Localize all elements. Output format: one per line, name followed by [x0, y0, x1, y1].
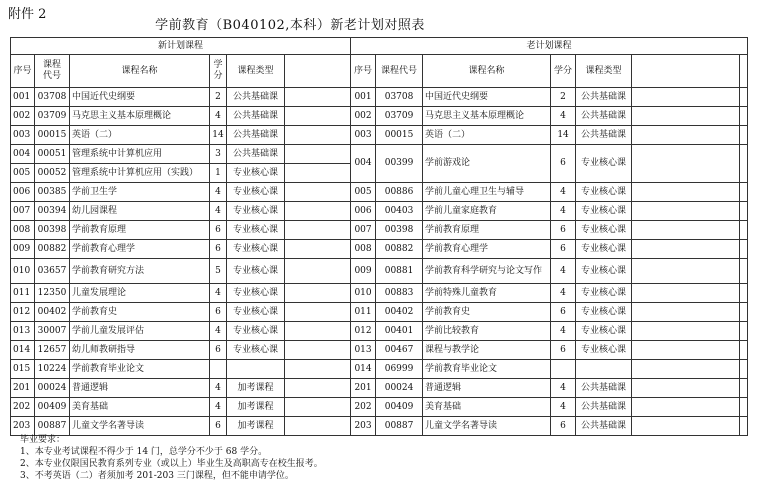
- old-credit-cell: 6: [551, 221, 576, 240]
- new-credit-cell: 6: [210, 341, 227, 360]
- new-seq-cell: 010: [11, 259, 35, 284]
- table-row: [11, 398, 748, 417]
- new-type-cell: 专业核心课: [227, 183, 285, 202]
- blank-cell: [740, 360, 748, 379]
- new-type-cell: 公共基础课: [227, 126, 285, 145]
- old-type-cell: 专业核心课: [576, 183, 632, 202]
- blank-cell: [285, 183, 351, 202]
- old-type-cell: 专业核心课: [576, 202, 632, 221]
- blank-cell: [285, 202, 351, 221]
- old-type-cell: 公共基础课: [576, 379, 632, 398]
- new-seq-cell: 009: [11, 240, 35, 259]
- table-row: [11, 303, 748, 322]
- blank-cell: [632, 303, 740, 322]
- new-credit-cell: 4: [210, 183, 227, 202]
- old-plan-header: 老计划课程: [351, 38, 748, 55]
- new-name-cell: 学前教育研究方法: [70, 259, 210, 284]
- new-type-cell: 专业核心课: [227, 240, 285, 259]
- old-seq-cell: 002: [351, 107, 376, 126]
- new-name-cell: 学前教育史: [70, 303, 210, 322]
- new-credit-cell: 1: [210, 164, 227, 183]
- new-seq-cell: 202: [11, 398, 35, 417]
- new-type-cell: 专业核心课: [227, 259, 285, 284]
- old-credit-cell: 2: [551, 88, 576, 107]
- blank-cell: [740, 221, 748, 240]
- new-seq-cell: 004: [11, 145, 35, 164]
- old-credit-cell: 4: [551, 259, 576, 284]
- old-type-cell: 专业核心课: [576, 303, 632, 322]
- blank-cell: [632, 417, 740, 436]
- blank-cell: [632, 107, 740, 126]
- old-name-cell: 学前教育原理: [423, 221, 551, 240]
- old-name-cell: 美育基础: [423, 398, 551, 417]
- table-row: [11, 202, 748, 221]
- old-code-cell: 00401: [376, 322, 423, 341]
- column-header-row: [11, 55, 748, 88]
- old-seq-cell: 203: [351, 417, 376, 436]
- new-type-cell: 加考课程: [227, 398, 285, 417]
- blank-cell: [285, 107, 351, 126]
- old-code-cell: 00024: [376, 379, 423, 398]
- new-code-cell: 00394: [35, 202, 70, 221]
- document-title: 学前教育（B040102,本科）新老计划对照表: [155, 18, 425, 33]
- blank-cell: [632, 379, 740, 398]
- blank-cell: [632, 145, 740, 183]
- table-row: [11, 126, 748, 145]
- table-row: [11, 360, 748, 379]
- new-type-cell: 专业核心课: [227, 221, 285, 240]
- old-code-cell: 00409: [376, 398, 423, 417]
- note-item: 2、本专业仅限国民教育系列专业（或以上）毕业生及高职高专在校生报考。: [20, 459, 323, 469]
- old-type-cell: 公共基础课: [576, 88, 632, 107]
- blank-cell: [632, 202, 740, 221]
- new-type-cell: [227, 360, 285, 379]
- blank-cell: [740, 145, 748, 183]
- new-type-cell: 加考课程: [227, 417, 285, 436]
- new-credit-cell: [210, 360, 227, 379]
- new-code-cell: 03657: [35, 259, 70, 284]
- new-code-cell: 30007: [35, 322, 70, 341]
- attachment-label: 附件 2: [8, 7, 47, 22]
- new-name-cell: 美育基础: [70, 398, 210, 417]
- old-code-cell: 00887: [376, 417, 423, 436]
- table-row: [11, 341, 748, 360]
- blank-cell: [285, 398, 351, 417]
- new-code-cell: 12350: [35, 284, 70, 303]
- old-seq-cell: 001: [351, 88, 376, 107]
- old-col-seq: 序号: [351, 55, 376, 88]
- new-name-cell: 管理系统中计算机应用（实践）: [70, 164, 210, 183]
- new-name-cell: 幼儿师教研指导: [70, 341, 210, 360]
- new-name-cell: 英语（二）: [70, 126, 210, 145]
- new-name-cell: 儿童发展理论: [70, 284, 210, 303]
- new-credit-cell: 2: [210, 88, 227, 107]
- old-type-cell: 公共基础课: [576, 126, 632, 145]
- new-seq-cell: 012: [11, 303, 35, 322]
- new-type-cell: 专业核心课: [227, 284, 285, 303]
- new-seq-cell: 002: [11, 107, 35, 126]
- table-row: [11, 284, 748, 303]
- old-credit-cell: 6: [551, 145, 576, 183]
- new-plan-header: 新计划课程: [11, 38, 351, 55]
- new-seq-cell: 008: [11, 221, 35, 240]
- new-col-type: 课程类型: [227, 55, 285, 88]
- old-seq-cell: 202: [351, 398, 376, 417]
- blank-cell: [632, 88, 740, 107]
- new-seq-cell: 007: [11, 202, 35, 221]
- new-seq-cell: 015: [11, 360, 35, 379]
- blank-cell: [285, 284, 351, 303]
- old-name-cell: 学前儿童心理卫生与辅导: [423, 183, 551, 202]
- new-credit-cell: 4: [210, 398, 227, 417]
- new-col-name: 课程名称: [70, 55, 210, 88]
- old-code-cell: 00883: [376, 284, 423, 303]
- old-type-cell: 专业核心课: [576, 322, 632, 341]
- new-type-cell: 专业核心课: [227, 164, 285, 183]
- blank-cell: [285, 417, 351, 436]
- new-credit-cell: 4: [210, 322, 227, 341]
- new-code-cell: 00051: [35, 145, 70, 164]
- blank-cell: [632, 322, 740, 341]
- old-name-cell: 英语（二）: [423, 126, 551, 145]
- table-row: [11, 322, 748, 341]
- table-row: [11, 145, 748, 164]
- blank-cell: [740, 240, 748, 259]
- new-seq-cell: 003: [11, 126, 35, 145]
- old-seq-cell: 008: [351, 240, 376, 259]
- old-code-cell: 00402: [376, 303, 423, 322]
- new-name-cell: 幼儿园课程: [70, 202, 210, 221]
- new-code-cell: 00024: [35, 379, 70, 398]
- old-type-cell: 公共基础课: [576, 398, 632, 417]
- new-type-cell: 公共基础课: [227, 145, 285, 164]
- new-code-cell: 00015: [35, 126, 70, 145]
- old-code-cell: 00015: [376, 126, 423, 145]
- old-credit-cell: 14: [551, 126, 576, 145]
- old-seq-cell: 004: [351, 145, 376, 183]
- old-type-cell: 公共基础课: [576, 107, 632, 126]
- new-col-credit: 学分: [210, 55, 227, 88]
- new-code-cell: 00385: [35, 183, 70, 202]
- blank-cell: [632, 398, 740, 417]
- blank-cell: [632, 284, 740, 303]
- new-type-cell: 专业核心课: [227, 202, 285, 221]
- blank-cell: [740, 183, 748, 202]
- old-seq-cell: 006: [351, 202, 376, 221]
- blank-cell: [740, 417, 748, 436]
- old-seq-cell: 201: [351, 379, 376, 398]
- old-seq-cell: 012: [351, 322, 376, 341]
- old-name-cell: 课程与教学论: [423, 341, 551, 360]
- old-name-cell: 学前教育心理学: [423, 240, 551, 259]
- old-type-cell: [576, 360, 632, 379]
- new-name-cell: 中国近代史纲要: [70, 88, 210, 107]
- old-credit-cell: [551, 360, 576, 379]
- blank-cell: [285, 379, 351, 398]
- old-type-cell: 专业核心课: [576, 240, 632, 259]
- table-row: [11, 379, 748, 398]
- old-type-cell: 专业核心课: [576, 341, 632, 360]
- old-code-cell: 03708: [376, 88, 423, 107]
- new-col-seq: 序号: [11, 55, 35, 88]
- blank-cell: [740, 55, 748, 88]
- new-code-cell: 00398: [35, 221, 70, 240]
- blank-cell: [632, 259, 740, 284]
- old-seq-cell: 009: [351, 259, 376, 284]
- new-name-cell: 学前卫生学: [70, 183, 210, 202]
- old-credit-cell: 4: [551, 322, 576, 341]
- old-name-cell: 学前特殊儿童教育: [423, 284, 551, 303]
- new-type-cell: 专业核心课: [227, 341, 285, 360]
- old-code-cell: 06999: [376, 360, 423, 379]
- new-credit-cell: 5: [210, 259, 227, 284]
- new-credit-cell: 6: [210, 303, 227, 322]
- blank-cell: [285, 322, 351, 341]
- old-code-cell: 00886: [376, 183, 423, 202]
- old-code-cell: 00882: [376, 240, 423, 259]
- blank-cell: [740, 259, 748, 284]
- new-code-cell: 00402: [35, 303, 70, 322]
- blank-cell: [285, 145, 351, 164]
- blank-cell: [632, 341, 740, 360]
- new-seq-cell: 005: [11, 164, 35, 183]
- new-credit-cell: 4: [210, 379, 227, 398]
- old-code-cell: 00399: [376, 145, 423, 183]
- new-credit-cell: 4: [210, 202, 227, 221]
- old-credit-cell: 4: [551, 183, 576, 202]
- old-type-cell: 专业核心课: [576, 284, 632, 303]
- old-code-cell: 03709: [376, 107, 423, 126]
- old-name-cell: 学前教育史: [423, 303, 551, 322]
- new-code-cell: 03708: [35, 88, 70, 107]
- old-seq-cell: 003: [351, 126, 376, 145]
- old-code-cell: 00398: [376, 221, 423, 240]
- blank-cell: [285, 164, 351, 183]
- new-name-cell: 学前教育心理学: [70, 240, 210, 259]
- old-seq-cell: 014: [351, 360, 376, 379]
- note-item: 3、不考英语（二）者须加考 201-203 三门课程，但不能申请学位。: [20, 471, 294, 481]
- old-col-credit: 学分: [551, 55, 576, 88]
- old-seq-cell: 011: [351, 303, 376, 322]
- new-credit-cell: 6: [210, 417, 227, 436]
- old-type-cell: 专业核心课: [576, 145, 632, 183]
- new-name-cell: 儿童文学名著导读: [70, 417, 210, 436]
- new-seq-cell: 203: [11, 417, 35, 436]
- blank-cell: [285, 360, 351, 379]
- blank-cell: [285, 303, 351, 322]
- old-credit-cell: 6: [551, 240, 576, 259]
- table-row: [11, 240, 748, 259]
- new-seq-cell: 201: [11, 379, 35, 398]
- new-seq-cell: 006: [11, 183, 35, 202]
- new-col-code: 课程代号: [35, 55, 70, 88]
- old-type-cell: 专业核心课: [576, 259, 632, 284]
- old-seq-cell: 005: [351, 183, 376, 202]
- blank-cell: [285, 55, 351, 88]
- old-name-cell: 儿童文学名著导读: [423, 417, 551, 436]
- new-credit-cell: 4: [210, 284, 227, 303]
- new-type-cell: 专业核心课: [227, 322, 285, 341]
- old-credit-cell: 4: [551, 398, 576, 417]
- blank-cell: [285, 341, 351, 360]
- old-code-cell: 00403: [376, 202, 423, 221]
- old-name-cell: 学前教育科学研究与论文写作: [423, 259, 551, 284]
- course-comparison-table: [10, 37, 748, 436]
- new-credit-cell: 6: [210, 240, 227, 259]
- table-row: [11, 107, 748, 126]
- old-credit-cell: 4: [551, 284, 576, 303]
- old-credit-cell: 6: [551, 303, 576, 322]
- new-seq-cell: 013: [11, 322, 35, 341]
- old-name-cell: 学前游戏论: [423, 145, 551, 183]
- old-seq-cell: 013: [351, 341, 376, 360]
- blank-cell: [285, 259, 351, 284]
- blank-cell: [632, 240, 740, 259]
- blank-cell: [632, 126, 740, 145]
- table-row: [11, 183, 748, 202]
- old-name-cell: 学前儿童家庭教育: [423, 202, 551, 221]
- blank-cell: [740, 341, 748, 360]
- note-item: 1、本专业考试课程不得少于 14 门，总学分不少于 68 学分。: [20, 447, 268, 457]
- blank-cell: [740, 107, 748, 126]
- new-code-cell: 03709: [35, 107, 70, 126]
- old-type-cell: 专业核心课: [576, 221, 632, 240]
- new-credit-cell: 3: [210, 145, 227, 164]
- new-type-cell: 专业核心课: [227, 303, 285, 322]
- table-row: [11, 417, 748, 436]
- new-credit-cell: 4: [210, 107, 227, 126]
- blank-cell: [740, 88, 748, 107]
- blank-cell: [632, 55, 740, 88]
- blank-cell: [285, 126, 351, 145]
- old-credit-cell: 4: [551, 107, 576, 126]
- table-row: [11, 88, 748, 107]
- old-name-cell: 普通逻辑: [423, 379, 551, 398]
- old-code-cell: 00467: [376, 341, 423, 360]
- old-col-type: 课程类型: [576, 55, 632, 88]
- blank-cell: [740, 284, 748, 303]
- new-credit-cell: 14: [210, 126, 227, 145]
- table-row: [11, 221, 748, 240]
- old-col-name: 课程名称: [423, 55, 551, 88]
- old-seq-cell: 010: [351, 284, 376, 303]
- old-type-cell: 公共基础课: [576, 417, 632, 436]
- new-code-cell: 12657: [35, 341, 70, 360]
- new-type-cell: 公共基础课: [227, 88, 285, 107]
- graduation-notes: [20, 434, 323, 482]
- new-name-cell: 学前教育毕业论文: [70, 360, 210, 379]
- new-code-cell: 00882: [35, 240, 70, 259]
- new-seq-cell: 011: [11, 284, 35, 303]
- blank-cell: [285, 88, 351, 107]
- new-type-cell: 公共基础课: [227, 107, 285, 126]
- old-name-cell: 学前教育毕业论文: [423, 360, 551, 379]
- blank-cell: [740, 322, 748, 341]
- old-name-cell: 学前比较教育: [423, 322, 551, 341]
- blank-cell: [740, 398, 748, 417]
- notes-heading: 毕业要求：: [20, 435, 66, 445]
- new-code-cell: 00052: [35, 164, 70, 183]
- new-name-cell: 马克思主义基本原理概论: [70, 107, 210, 126]
- new-name-cell: 普通逻辑: [70, 379, 210, 398]
- new-seq-cell: 014: [11, 341, 35, 360]
- old-col-code: 课程代号: [376, 55, 423, 88]
- section-header-row: [11, 38, 748, 55]
- blank-cell: [285, 221, 351, 240]
- new-type-cell: 加考课程: [227, 379, 285, 398]
- new-name-cell: 学前教育原理: [70, 221, 210, 240]
- blank-cell: [740, 303, 748, 322]
- new-code-cell: 00409: [35, 398, 70, 417]
- old-credit-cell: 4: [551, 202, 576, 221]
- blank-cell: [740, 379, 748, 398]
- blank-cell: [632, 221, 740, 240]
- old-code-cell: 00881: [376, 259, 423, 284]
- old-credit-cell: 6: [551, 341, 576, 360]
- old-credit-cell: 4: [551, 379, 576, 398]
- old-seq-cell: 007: [351, 221, 376, 240]
- blank-cell: [632, 183, 740, 202]
- new-name-cell: 管理系统中计算机应用: [70, 145, 210, 164]
- new-name-cell: 学前儿童发展评估: [70, 322, 210, 341]
- blank-cell: [285, 240, 351, 259]
- blank-cell: [632, 360, 740, 379]
- table-row: [11, 259, 748, 284]
- blank-cell: [740, 202, 748, 221]
- new-code-cell: 10224: [35, 360, 70, 379]
- new-seq-cell: 001: [11, 88, 35, 107]
- blank-cell: [740, 126, 748, 145]
- new-credit-cell: 6: [210, 221, 227, 240]
- new-code-cell: 00887: [35, 417, 70, 436]
- old-credit-cell: 6: [551, 417, 576, 436]
- old-name-cell: 马克思主义基本原理概论: [423, 107, 551, 126]
- old-name-cell: 中国近代史纲要: [423, 88, 551, 107]
